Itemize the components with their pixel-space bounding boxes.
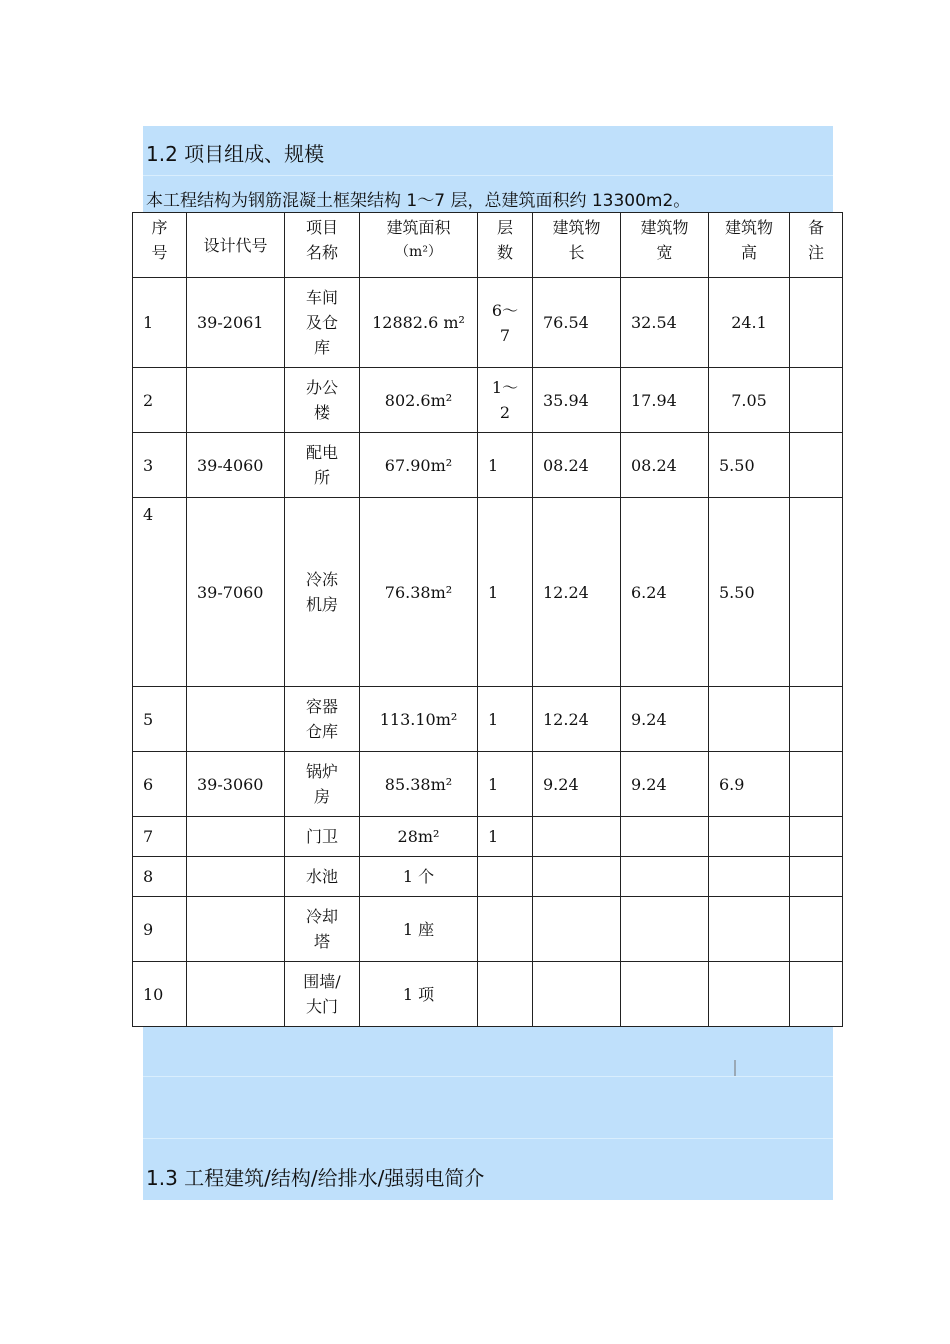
table-row <box>133 817 843 857</box>
cell-length: 08.24 <box>533 433 621 498</box>
cell-floors: 1 <box>478 752 533 817</box>
cell-seq: 10 <box>133 962 187 1027</box>
cell-name: 配电所 <box>285 433 360 498</box>
table-row <box>133 857 843 897</box>
section-intro-text: 本工程结构为钢筋混凝土框架结构 1～7 层，总建筑面积约 13300m2。 <box>146 191 691 211</box>
cell-width <box>621 857 709 897</box>
cell-seq: 5 <box>133 687 187 752</box>
table-row <box>133 278 843 368</box>
cell-floors: 1 <box>478 687 533 752</box>
cell-code: 39-4060 <box>187 433 285 498</box>
cell-width <box>621 817 709 857</box>
header-seq: 序号 <box>133 213 187 278</box>
cell-width: 08.24 <box>621 433 709 498</box>
cell-note <box>790 278 843 368</box>
cell-area: 76.38m² <box>360 498 478 687</box>
header-width: 建筑物宽 <box>621 213 709 278</box>
cell-length: 12.24 <box>533 687 621 752</box>
band-divider <box>143 175 833 176</box>
cell-height <box>709 687 790 752</box>
cell-area: 85.38m² <box>360 752 478 817</box>
band-divider <box>143 1076 833 1077</box>
cell-name: 冷却塔 <box>285 897 360 962</box>
cell-floors: 1～2 <box>478 368 533 433</box>
section-heading-1-3: 1.3 工程建筑/结构/给排水/强弱电简介 <box>146 1166 485 1190</box>
cell-height <box>709 817 790 857</box>
cell-floors: 1 <box>478 433 533 498</box>
cell-name: 容器仓库 <box>285 687 360 752</box>
cell-note <box>790 962 843 1027</box>
cell-code <box>187 857 285 897</box>
cell-length <box>533 962 621 1027</box>
table-header-row <box>133 213 843 278</box>
cell-length <box>533 817 621 857</box>
cell-length <box>533 897 621 962</box>
cell-code <box>187 962 285 1027</box>
header-height: 建筑物高 <box>709 213 790 278</box>
table-row <box>133 687 843 752</box>
section-heading-1-2: 1.2 项目组成、规模 <box>146 142 325 166</box>
cell-height: 5.50 <box>709 498 790 687</box>
cell-seq: 4 <box>133 498 187 687</box>
cell-name: 围墙/大门 <box>285 962 360 1027</box>
cell-code <box>187 368 285 433</box>
header-area: 建筑面积 （m²） <box>360 213 478 278</box>
cell-area: 67.90m² <box>360 433 478 498</box>
cell-width: 32.54 <box>621 278 709 368</box>
cell-height <box>709 897 790 962</box>
table-row <box>133 897 843 962</box>
cell-area: 12882.6 m² <box>360 278 478 368</box>
cell-length <box>533 857 621 897</box>
cell-note <box>790 687 843 752</box>
cell-seq: 1 <box>133 278 187 368</box>
cell-note <box>790 817 843 857</box>
table-row <box>133 498 843 687</box>
cell-note <box>790 897 843 962</box>
cell-height <box>709 962 790 1027</box>
cell-length: 12.24 <box>533 498 621 687</box>
header-name: 项目名称 <box>285 213 360 278</box>
project-scale-table <box>132 212 843 1027</box>
cell-floors: 6～7 <box>478 278 533 368</box>
cell-code <box>187 687 285 752</box>
table-row <box>133 433 843 498</box>
header-note: 备注 <box>790 213 843 278</box>
cell-name: 门卫 <box>285 817 360 857</box>
cell-note <box>790 857 843 897</box>
cell-length: 35.94 <box>533 368 621 433</box>
table-row <box>133 752 843 817</box>
cell-height: 5.50 <box>709 433 790 498</box>
cell-length: 9.24 <box>533 752 621 817</box>
table-row <box>133 368 843 433</box>
cell-area: 1 个 <box>360 857 478 897</box>
cell-name: 办公楼 <box>285 368 360 433</box>
cell-height: 6.9 <box>709 752 790 817</box>
cell-seq: 7 <box>133 817 187 857</box>
cell-area: 113.10m² <box>360 687 478 752</box>
cell-height <box>709 857 790 897</box>
cell-name: 锅炉房 <box>285 752 360 817</box>
band-divider <box>143 1138 833 1139</box>
cursor-mark <box>734 1060 736 1076</box>
cell-area: 28m² <box>360 817 478 857</box>
cell-floors: 1 <box>478 498 533 687</box>
cell-seq: 6 <box>133 752 187 817</box>
cell-seq: 8 <box>133 857 187 897</box>
cell-width <box>621 962 709 1027</box>
cell-code <box>187 897 285 962</box>
cell-name: 水池 <box>285 857 360 897</box>
header-floors: 层数 <box>478 213 533 278</box>
cell-area: 802.6m² <box>360 368 478 433</box>
cell-note <box>790 368 843 433</box>
table-row <box>133 962 843 1027</box>
cell-code: 39-7060 <box>187 498 285 687</box>
cell-code: 39-2061 <box>187 278 285 368</box>
cell-code: 39-3060 <box>187 752 285 817</box>
header-length: 建筑物长 <box>533 213 621 278</box>
cell-height: 7.05 <box>709 368 790 433</box>
cell-area: 1 项 <box>360 962 478 1027</box>
cell-width: 6.24 <box>621 498 709 687</box>
cell-floors <box>478 857 533 897</box>
cell-name: 冷冻机房 <box>285 498 360 687</box>
cell-seq: 9 <box>133 897 187 962</box>
cell-seq: 2 <box>133 368 187 433</box>
cell-seq: 3 <box>133 433 187 498</box>
cell-floors <box>478 897 533 962</box>
cell-name: 车间及仓库 <box>285 278 360 368</box>
cell-width: 9.24 <box>621 752 709 817</box>
cell-floors <box>478 962 533 1027</box>
cell-note <box>790 752 843 817</box>
cell-width: 17.94 <box>621 368 709 433</box>
cell-width <box>621 897 709 962</box>
cell-note <box>790 498 843 687</box>
cell-floors: 1 <box>478 817 533 857</box>
cell-width: 9.24 <box>621 687 709 752</box>
cell-height: 24.1 <box>709 278 790 368</box>
cell-code <box>187 817 285 857</box>
cell-area: 1 座 <box>360 897 478 962</box>
header-code: 设计代号 <box>187 213 285 278</box>
cell-length: 76.54 <box>533 278 621 368</box>
cell-note <box>790 433 843 498</box>
